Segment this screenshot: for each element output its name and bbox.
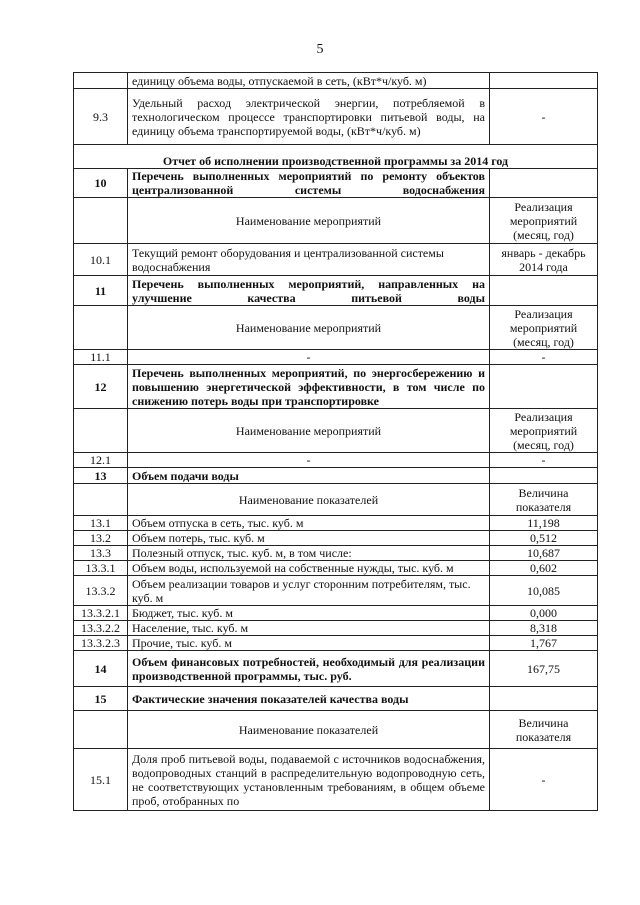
table-row: [74, 453, 598, 468]
row-text: -: [128, 453, 490, 468]
section-number: 11: [74, 276, 128, 306]
table-row: [74, 576, 598, 606]
row-text: Объем реализации товаров и услуг сторонним потребителям, тыс. куб. м: [128, 576, 490, 606]
table-row: [74, 561, 598, 576]
section-title: Перечень выполненных мероприятий по ремонту объектов централизованной системы водоснабжения: [128, 169, 490, 198]
row-number: 13.3.2.3: [74, 636, 128, 651]
header-row: [74, 711, 598, 749]
row-number: 10.1: [74, 244, 128, 276]
row-text: Полезный отпуск, тыс. куб. м, в том числе:: [128, 546, 490, 561]
table-row: [74, 749, 598, 811]
section-row: [74, 651, 598, 687]
column-header-value: Величина показателя: [490, 484, 598, 516]
section-number: 14: [74, 651, 128, 687]
table-row: [74, 546, 598, 561]
row-number: 13.2: [74, 531, 128, 546]
row-text: Доля проб питьевой воды, подаваемой с источников водоснабжения, водопроводных станций в распределительную водопроводную сеть, не соответствующих установленным требованиям, в общем объеме проб, отобранных по: [128, 749, 490, 811]
table-row: [74, 636, 598, 651]
row-text: Бюджет, тыс. куб. м: [128, 606, 490, 621]
column-header-name: Наименование мероприятий: [128, 306, 490, 350]
row-number: 12.1: [74, 453, 128, 468]
row-number: 15.1: [74, 749, 128, 811]
row-value: 0,602: [490, 561, 598, 576]
section-number: 12: [74, 365, 128, 409]
row-number: 13.3: [74, 546, 128, 561]
column-header-value: Реализация мероприятий (месяц, год): [490, 198, 598, 244]
row-text: Прочие, тыс. куб. м: [128, 636, 490, 651]
table-row: [74, 516, 598, 531]
row-number: 13.1: [74, 516, 128, 531]
row-text: Население, тыс. куб. м: [128, 621, 490, 636]
row-value: -: [490, 749, 598, 811]
row-number: 13.3.1: [74, 561, 128, 576]
section-title: Фактические значения показателей качества воды: [128, 687, 490, 711]
table-row: [74, 350, 598, 365]
column-header-name: Наименование мероприятий: [128, 198, 490, 244]
column-header-value: Реализация мероприятий (месяц, год): [490, 306, 598, 350]
row-value: 0,512: [490, 531, 598, 546]
column-header-name: Наименование показателей: [128, 711, 490, 749]
section-title: Перечень выполненных мероприятий, направленных на улучшение качества питьевой воды: [128, 276, 490, 306]
section-row: [74, 468, 598, 484]
row-number: 9.3: [74, 89, 128, 145]
table-row: [74, 621, 598, 636]
row-number: 13.3.2: [74, 576, 128, 606]
table-row: [74, 606, 598, 621]
section-number: 10: [74, 169, 128, 198]
report-title-row: [74, 145, 598, 169]
row-text: Объем отпуска в сеть, тыс. куб. м: [128, 516, 490, 531]
row-number: 11.1: [74, 350, 128, 365]
section-row: [74, 169, 598, 198]
row-text: Объем потерь, тыс. куб. м: [128, 531, 490, 546]
page-number: 5: [316, 42, 324, 57]
row-number: 13.3.2.1: [74, 606, 128, 621]
row-text: Объем воды, используемой на собственные нужды, тыс. куб. м: [128, 561, 490, 576]
program-report-table: [73, 72, 598, 811]
column-header-value: Реализация мероприятий (месяц, год): [490, 409, 598, 453]
header-row: [74, 484, 598, 516]
section-title: Объем финансовых потребностей, необходимый для реализации производственной программы, тыс. руб.: [128, 651, 490, 687]
row-value: -: [490, 89, 598, 145]
row-value: 8,318: [490, 621, 598, 636]
row-text: единицу объема воды, отпускаемой в сеть, (кВт*ч/куб. м): [128, 73, 490, 89]
section-number: 13: [74, 468, 128, 484]
header-row: [74, 409, 598, 453]
row-value: 167,75: [490, 651, 598, 687]
row-text: Удельный расход электрической энергии, потребляемой в технологическом процессе транспортировки питьевой воды, на единицу объема транспортируемой воды, (кВт*ч/куб. м): [128, 89, 490, 145]
row-number: 13.3.2.2: [74, 621, 128, 636]
column-header-value: Величина показателя: [490, 711, 598, 749]
row-value: -: [490, 350, 598, 365]
section-row: [74, 687, 598, 711]
table-row: [74, 244, 598, 276]
row-text: -: [128, 350, 490, 365]
row-value: 1,767: [490, 636, 598, 651]
header-row: [74, 198, 598, 244]
section-row: [74, 365, 598, 409]
section-number: 15: [74, 687, 128, 711]
column-header-name: Наименование мероприятий: [128, 409, 490, 453]
row-value: -: [490, 453, 598, 468]
table-row: [74, 73, 598, 89]
section-title: Объем подачи воды: [128, 468, 490, 484]
section-row: [74, 276, 598, 306]
column-header-name: Наименование показателей: [128, 484, 490, 516]
row-value: 10,687: [490, 546, 598, 561]
table-row: [74, 531, 598, 546]
header-row: [74, 306, 598, 350]
section-title: Перечень выполненных мероприятий, по энергосбережению и повышению энергетической эффективности, в том числе по снижению потерь воды при транспортировке: [128, 365, 490, 409]
report-title: Отчет об исполнении производственной программы за 2014 год: [74, 145, 598, 169]
row-value: 10,085: [490, 576, 598, 606]
table-row: [74, 89, 598, 145]
row-value: 11,198: [490, 516, 598, 531]
row-value: 0,000: [490, 606, 598, 621]
row-value: январь - декабрь 2014 года: [490, 244, 598, 276]
row-text: Текущий ремонт оборудования и централизованной системы водоснабжения: [128, 244, 490, 276]
